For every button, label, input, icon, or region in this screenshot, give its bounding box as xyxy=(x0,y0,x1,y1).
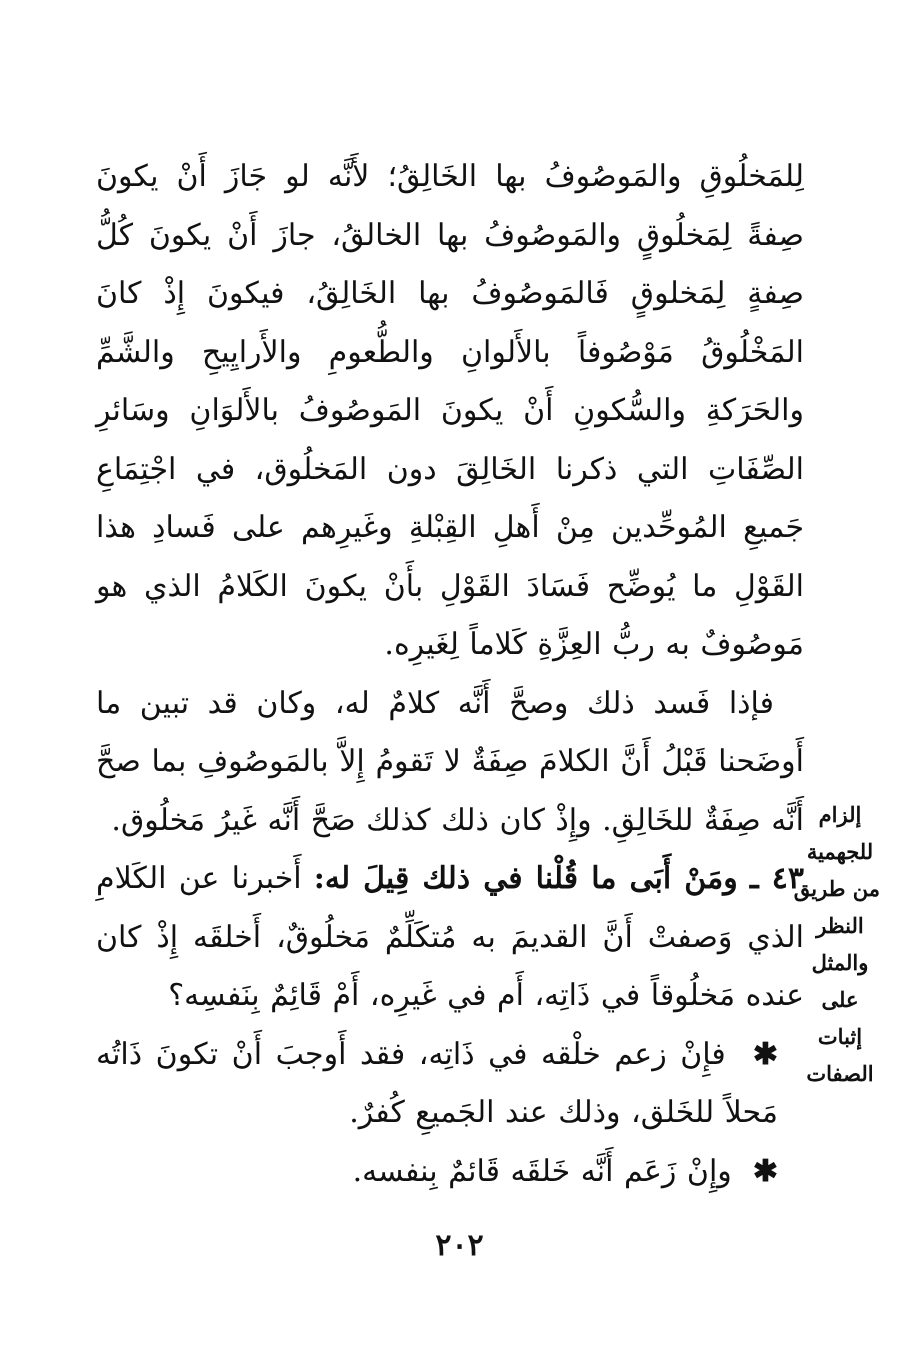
bullet-item-1-text: فإِنْ زعم خلْقه في ذَاتِه، فقد أَوجبَ أَنْ تكونَ ذَاتُه مَحلاً للخَلق، وذلك عند الجَميعِ كُفرٌ. xyxy=(96,1036,778,1130)
paragraph-3-lead: ومَنْ أَبَى ما قُلْنا في ذلك قِيلَ له: xyxy=(313,861,738,896)
bullet-item-2 xyxy=(96,1143,804,1202)
margin-note-line: على xyxy=(821,987,859,1012)
paragraph-3 xyxy=(96,850,804,1026)
paragraph-3-text: أَخبرنا عن الكَلامِ الذي وَصفتْ أَنَّ القديمَ به مُتكَلِّمٌ مَخلُوقٌ، أَخلقَه إِذْ كان عنده مَخلُوقاً في ذَاتِه، أَم في غَيرِه، أَمْ قَائِمٌ بِنَفسِه؟ xyxy=(96,861,804,1013)
bullet-item-1 xyxy=(96,1026,804,1143)
paragraph-1: لِلمَخلُوقِ والمَوصُوفُ بها الخَالِقُ؛ لأَنَّه لو جَازَ أَنْ يكونَ صِفةً لِمَخلُوقٍ والمَوصُوفُ بها الخالقُ، جازَ أَنْ يكونَ كُلُّ صِفةٍ لِمَخلوقٍ فَالمَوصُوفُ بها الخَالِقُ، فيكونَ إِذْ كانَ المَخْلُوقُ مَوْصُوفاً بالأَلوانِ والطُّعومِ والأَرايِيحِ والشَّمِّ والحَرَكةِ والسُّكونِ أَنْ يكونَ المَوصُوفُ بالأَلوَانِ وسَائرِ الصِّفَاتِ التي ذكرنا الخَالِقَ دون المَخلُوق، في اجْتِمَاعِ جَميعِ المُوحِّدين مِنْ أَهلِ القِبْلةِ وغَيرِهم على فَسادِ هذا القَوْلِ ما يُوضِّح فَسَادَ القَوْلِ بأَنْ يكونَ الكَلامُ الذي هو مَوصُوفٌ به ربُّ العِزَّةِ كَلاماً لِغَيرِه. xyxy=(96,159,804,662)
margin-note-line: من طريق xyxy=(793,876,880,901)
margin-note-line: إلزام xyxy=(818,802,862,827)
bullet-item-2-text: وإِنْ زَعَم أَنَّه خَلقَه قَائمٌ بِنفسه. xyxy=(352,1153,732,1189)
margin-note xyxy=(793,796,880,1092)
margin-note-line: إثبات xyxy=(817,1024,863,1049)
asterisk-icon: ✱ xyxy=(752,1153,778,1189)
paragraph-2: فإذا فَسد ذلك وصحَّ أَنَّه كلامٌ له، وكان قد تبين ما أَوضَحنا قَبْلُ أَنَّ الكلامَ صِفَةٌ لا تَقومُ إِلاَّ بالمَوصُوفِ بما صحَّ أَنَّه صِفَةٌ للخَالِقِ. وإِذْ كان ذلك كذلك صَحَّ أَنَّه غَيرُ مَخلُوق. xyxy=(96,685,804,838)
main-text xyxy=(96,148,804,1201)
margin-note-line: النظر xyxy=(816,913,864,938)
margin-note-line: للجهمية xyxy=(806,839,874,864)
margin-note-line: الصفات xyxy=(806,1061,874,1086)
margin-note-line: والمثل xyxy=(811,950,869,975)
asterisk-icon: ✱ xyxy=(752,1036,778,1072)
paragraph-number: ٤٣ ـ xyxy=(749,861,804,896)
page-number: ٢٠٢ xyxy=(435,1228,484,1263)
